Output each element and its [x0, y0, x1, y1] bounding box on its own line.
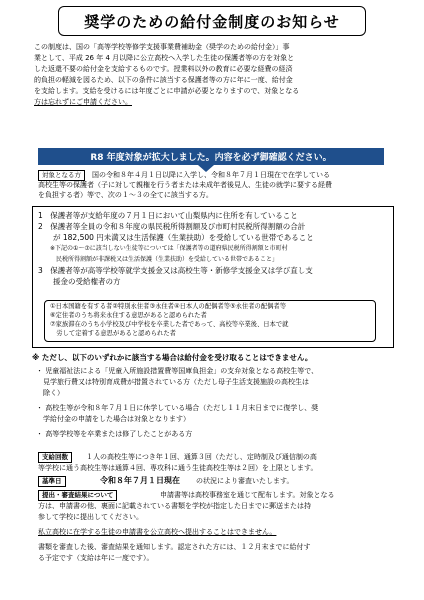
residency-item: 労して定着する意思があると認められた者	[50, 330, 176, 337]
submit-text-first: 申請書等は高校事務室を通じて配布します。対象となる	[160, 491, 335, 499]
intro-line: 業として、平成 26 年 4 月以降に公立高校へ入学した生徒の保護者等の方を対象と	[34, 54, 295, 62]
exclusion-item: ・ 高等学校等を卒業または修了したことがある方	[36, 430, 193, 438]
page-title: 奨学のための給付金制度のお知らせ	[58, 6, 366, 36]
exclusion-item: 除く）	[36, 389, 64, 397]
intro-paragraph	[34, 42, 396, 108]
residency-list	[50, 302, 372, 338]
submit-line: る予定です（支給は年に一度です）。	[38, 554, 154, 562]
conditions-list	[38, 210, 388, 287]
amount-text-cont: 等学校に通う高校生等は通算４回、専攻科に通う生徒高校生等は２回）を上限とします。	[38, 464, 318, 472]
residency-item: ⑥定住者のうち将来永住する意思があると認められた者	[50, 312, 207, 319]
amount-text: １人の高校生等につき年１回、通算３回（ただし、定時制及び通信制の高	[86, 453, 317, 461]
amount-tag: 支給回数	[38, 452, 72, 463]
notice-banner: R8 年度対象が拡大しました。内容を必ず御確認ください。	[38, 148, 384, 165]
condition-note: 民税所得割額が非課税又は生活保護（生業扶助）を受給している世帯であること」	[38, 256, 279, 263]
target-line: 国の令和８年４月１日以降に入学し、令和８年７月１日現在で在学している	[92, 171, 330, 179]
submit-tag: 提出・審査結果について	[38, 490, 117, 501]
condition-item: 3 保護者等が高等学校等就学支援金又は高校生等・新修学支援金又は学び直し支	[38, 266, 313, 275]
submit-line: 方は、申請書の他、裏面に記載されている書類を学校が指定した日までに郵送または持	[38, 502, 311, 510]
exclusion-item: 見学旅行費又は特別育成費が措置されている方（ただし母子生活支援施設の高校生は	[36, 378, 309, 386]
base-date-tag: 基準日	[38, 476, 66, 487]
intro-line: 的負担の軽減を図るため、以下の条件に該当する保護者等の方に年に一度、給付金	[34, 76, 293, 84]
residency-item: ⑦家族滞在のうち小学校及び中学校を卒業した者であって、高校等卒業後、日本で就	[50, 321, 289, 328]
target-line: を負担する者）等で、次の１～３の全てに該当する方。	[38, 191, 213, 199]
target-text	[92, 170, 392, 180]
target-tag: 対象となる方	[38, 170, 85, 181]
residency-item: ①日本国籍を有する者②特別永住者③永住者④日本人の配偶者等⑤永住者の配偶者等	[50, 303, 287, 310]
submit-text	[38, 501, 392, 564]
intro-line: 方は忘れずにご申請ください。	[34, 98, 132, 106]
intro-line: した返還不要の給付金を支給するものです。授業料以外の教育に必要な経費の経済	[34, 65, 293, 73]
exclusion-item: ・ 児童福祉法による「児童入所施設措置費等国庫負担金」の支弁対象となる高校生等で、	[36, 367, 319, 375]
condition-item: 援金の受給権者の方	[38, 277, 121, 286]
condition-item: 1 保護者等が支給年度の７月１日において山梨県内に住所を有していること	[38, 211, 298, 220]
exclusion-list	[36, 366, 392, 440]
base-date: 令和８年７月１日現在	[100, 476, 180, 485]
target-line: 高校生等の保護者（子に対して親権を行う者または未成年者後見人、生徒の就学に要する経費	[38, 181, 332, 189]
exclusion-item: ・ 高校生等が令和８年７月１日に休学している場合（ただし１１月末日までに復学し、奨	[36, 404, 319, 412]
base-date-text: の状況により審査いたします。	[196, 477, 294, 485]
condition-item: 2 保護者等全員の令和８年度の県民税所得割額及び市町村民税所得割額の合計	[38, 222, 306, 231]
intro-line: この制度は、国の「高等学校等修学支援事業費補助金（奨学のための給付金）」事	[34, 43, 290, 51]
submit-line: 書類を審査した後、審査結果を通知します。認定された方には、１２月末までに給付す	[38, 543, 311, 551]
exclusion-heading: ※ ただし、以下のいずれかに該当する場合は給付金を受け取ることはできません。	[32, 353, 313, 362]
condition-note: ※下記の①～⑦に該当しない生徒等については「保護者等の道府県民税所得割額と市町村	[38, 245, 288, 252]
exclusion-item: 学給付金の申請をした場合は対象となります）	[36, 415, 190, 423]
condition-item: が 182,500 円未満又は生活保護（生業扶助）を受給している世帯であること	[38, 233, 314, 242]
submit-line: 私立高校に在学する生徒の申請書を公立高校へ提出することはできません。	[38, 528, 277, 536]
target-text-cont	[38, 180, 392, 200]
submit-line: 参して学校に提出してください。	[38, 513, 143, 521]
intro-line: を支給します。支給を受けるには年度ごとに申請が必要となりますので、対象となる	[34, 87, 300, 95]
